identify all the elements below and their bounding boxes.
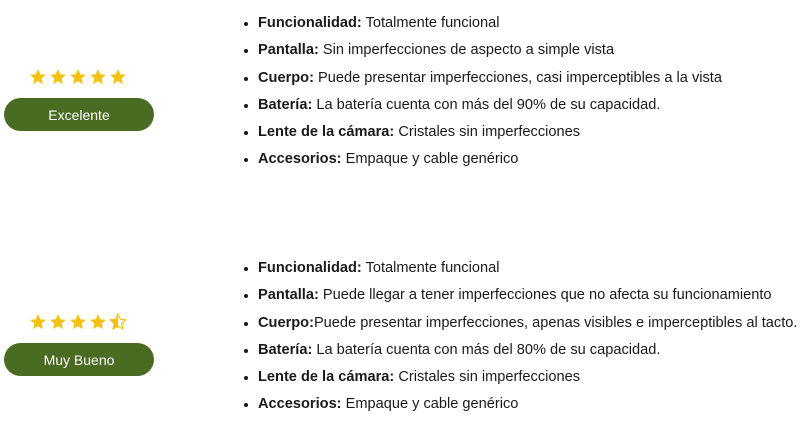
feature-label: Cuerpo: (258, 69, 314, 86)
star-icon (49, 68, 67, 86)
star-icon (29, 68, 47, 86)
star-icon (69, 68, 87, 86)
star-icon (89, 313, 107, 331)
feature-text: Cristales sin imperfecciones (394, 369, 581, 386)
feature-text: Cristales sin imperfecciones (394, 124, 581, 141)
feature-text: Totalmente funcional (361, 260, 500, 276)
feature-item-funcionalidad (258, 10, 722, 37)
feature-label: Cuerpo: (258, 314, 314, 331)
feature-text: Puede presentar imperfecciones, casi imperceptibles a la vista (313, 69, 722, 86)
star-icon (69, 313, 87, 331)
feature-label: Lente de la cámara: (258, 124, 395, 141)
feature-item-pantalla (258, 37, 722, 64)
star-rating (28, 68, 128, 86)
feature-text: Puede llegar a tener imperfecciones que no afecta su funcionamiento (318, 287, 772, 304)
star-icon (29, 313, 47, 331)
feature-item-bateria (258, 92, 722, 119)
feature-text: Sin imperfecciones de aspecto a simple vista (318, 42, 615, 59)
feature-item-bateria (258, 337, 797, 364)
feature-label: Batería: (258, 341, 313, 358)
rating-column (4, 68, 152, 131)
feature-item-pantalla (258, 282, 797, 309)
feature-label: Funcionalidad: (258, 260, 362, 276)
star-icon (89, 68, 107, 86)
feature-label: Pantalla: (258, 42, 319, 59)
feature-item-lente (258, 364, 797, 391)
feature-list (240, 255, 797, 419)
rating-column (4, 313, 152, 376)
grade-badge-button[interactable]: Excelente (4, 98, 154, 131)
half-star-icon (109, 313, 127, 331)
feature-item-cuerpo (258, 65, 722, 92)
feature-text: La batería cuenta con más del 80% de su capacidad. (312, 341, 661, 358)
feature-label: Funcionalidad: (258, 15, 362, 31)
feature-item-cuerpo (258, 310, 797, 337)
feature-list (240, 10, 722, 174)
grade-badge-button[interactable]: Muy Bueno (4, 343, 154, 376)
star-rating (28, 313, 128, 331)
star-icon (49, 313, 67, 331)
feature-text: Empaque y cable genérico (341, 396, 519, 413)
feature-item-funcionalidad (258, 255, 797, 282)
feature-label: Pantalla: (258, 287, 319, 304)
feature-item-accesorios (258, 146, 722, 173)
feature-text: Puede presentar imperfecciones, apenas visibles e imperceptibles al tacto. (313, 314, 798, 331)
feature-label: Accesorios: (258, 151, 342, 168)
feature-text: Totalmente funcional (361, 15, 500, 31)
feature-text: Empaque y cable genérico (341, 151, 519, 168)
feature-text: La batería cuenta con más del 90% de su capacidad. (312, 96, 661, 113)
feature-label: Batería: (258, 96, 313, 113)
feature-label: Accesorios: (258, 396, 342, 413)
feature-item-lente (258, 119, 722, 146)
feature-item-accesorios (258, 391, 797, 418)
star-icon (109, 68, 127, 86)
feature-label: Lente de la cámara: (258, 369, 395, 386)
